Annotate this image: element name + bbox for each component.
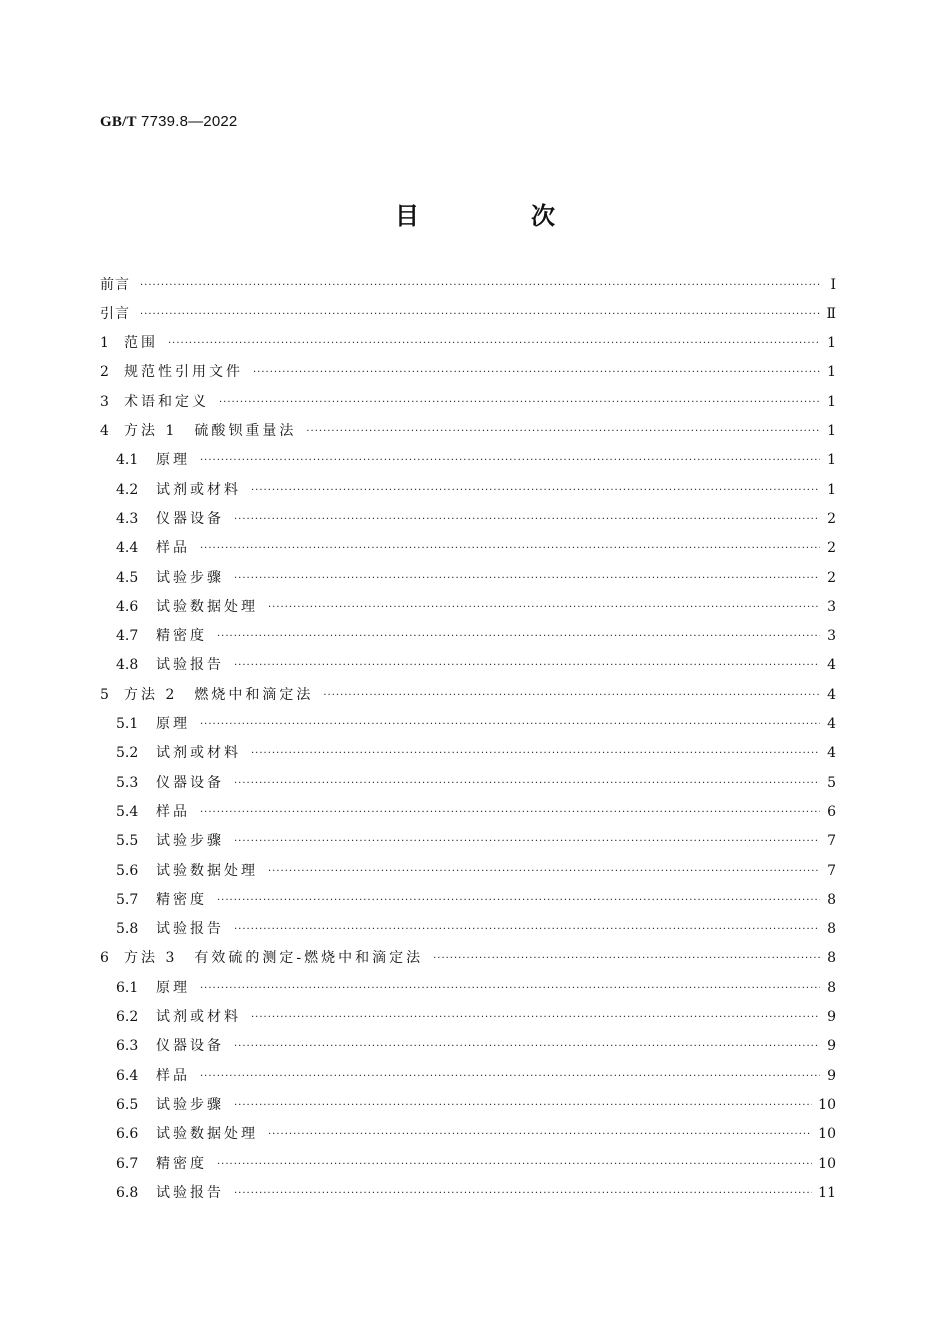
toc-dot-leader (251, 745, 820, 763)
toc-entry-number: 4.2 (116, 481, 139, 498)
toc-entry-number: 6.4 (116, 1067, 139, 1084)
toc-entry-number: 5.2 (116, 745, 139, 762)
toc-entry-title: 试验报告 (156, 1184, 224, 1201)
toc-entry-title: 原理 (156, 716, 190, 732)
toc-entry-number: 4.3 (116, 510, 139, 527)
toc-entry-number: 5.4 (116, 803, 139, 820)
toc-entry-page: Ⅰ (830, 276, 836, 293)
toc-entry-page: 11 (818, 1184, 836, 1201)
toc-entry-title: 仪器设备 (156, 1038, 224, 1055)
toc-entry-page: 9 (827, 1009, 836, 1025)
toc-dot-leader (140, 306, 820, 324)
toc-entry[interactable] (100, 680, 836, 709)
toc-entry-page: 2 (827, 569, 836, 586)
toc-entry-title: 试验数据处理 (156, 1126, 258, 1143)
toc-dot-leader (234, 657, 820, 675)
toc-entry[interactable] (116, 592, 836, 621)
toc-entry-title: 术语和定义 (124, 393, 209, 410)
toc-entry-title: 仪器设备 (156, 510, 224, 527)
toc-entry-number: 6.7 (116, 1155, 139, 1172)
standard-code (100, 113, 237, 131)
toc-entry-title: 原理 (156, 452, 190, 469)
toc-entry[interactable] (116, 856, 836, 885)
toc-dot-leader (251, 1009, 820, 1027)
toc-dot-leader (268, 1126, 812, 1144)
toc-dot-leader (200, 804, 820, 822)
toc-dot-leader (217, 892, 820, 910)
toc-entry-number: 5.6 (116, 862, 139, 879)
toc-entry[interactable] (116, 446, 836, 475)
toc-entry-number: 5 (100, 686, 109, 703)
toc-dot-leader (306, 423, 820, 441)
toc-entry-page: 1 (827, 364, 836, 381)
toc-entry-page: 5 (827, 774, 836, 791)
toc-dot-leader (234, 511, 820, 529)
toc-entry-title: 试验报告 (156, 921, 224, 938)
toc-entry[interactable] (100, 417, 836, 446)
toc-entry-number: 6.6 (116, 1126, 139, 1143)
toc-entry-title: 引言 (100, 305, 130, 322)
toc-entry[interactable] (116, 622, 836, 651)
toc-entry[interactable] (116, 915, 836, 944)
toc-entry[interactable] (116, 1061, 836, 1090)
toc-entry-number: 5.1 (116, 716, 139, 732)
toc-entry-title: 试剂或材料 (156, 745, 241, 762)
toc-dot-leader (251, 482, 820, 500)
toc-entry[interactable] (116, 475, 836, 504)
toc-dot-leader (234, 1038, 820, 1056)
toc-entry-page: 10 (818, 1096, 836, 1113)
toc-dot-leader (168, 335, 820, 353)
toc-dot-leader (234, 570, 820, 588)
toc-dot-leader (200, 452, 820, 470)
toc-entry-number: 6.3 (116, 1038, 139, 1055)
toc-entry-page: 4 (827, 745, 836, 762)
toc-entry-page: 2 (827, 510, 836, 527)
toc-dot-leader (200, 716, 820, 734)
toc-entry[interactable] (116, 1178, 836, 1207)
toc-dot-leader (253, 364, 820, 382)
toc-entry[interactable] (116, 973, 836, 1002)
toc-entry[interactable] (116, 651, 836, 680)
toc-entry-number: 4.1 (116, 452, 139, 469)
toc-entry[interactable] (116, 1032, 836, 1061)
toc-entry[interactable] (116, 504, 836, 533)
toc-dot-leader (140, 277, 820, 295)
toc-entry-page: 3 (827, 628, 836, 645)
toc-entry-number: 6 (100, 950, 109, 967)
toc-entry[interactable] (116, 768, 836, 797)
toc-entry[interactable] (116, 1090, 836, 1119)
toc-entry-title: 方法 3 有效硫的测定-燃烧中和滴定法 (124, 950, 424, 967)
toc-dot-leader (268, 863, 820, 881)
standard-prefix: GB/T (100, 114, 137, 130)
toc-entry[interactable] (116, 885, 836, 914)
toc-entry-page: Ⅱ (826, 305, 836, 322)
toc-entry[interactable] (100, 358, 836, 387)
toc-entry-number: 6.1 (116, 979, 139, 996)
toc-entry-number: 5.3 (116, 774, 139, 791)
toc-dot-leader (234, 833, 820, 851)
standard-number: 7739.8—2022 (141, 113, 238, 130)
toc-entry-number: 2 (100, 364, 109, 381)
toc-entry-page: 4 (827, 716, 836, 732)
toc-entry-title: 试验步骤 (156, 1096, 224, 1113)
toc-entry-title: 原理 (156, 979, 190, 996)
toc-dot-leader (200, 540, 820, 558)
toc-entry-title: 规范性引用文件 (124, 364, 243, 381)
toc-entry-title: 样品 (156, 803, 190, 820)
toc-dot-leader (234, 921, 820, 939)
toc-entry-number: 5.5 (116, 833, 139, 850)
toc-entry-page: 9 (827, 1038, 836, 1055)
toc-entry-title: 前言 (100, 276, 130, 293)
toc-dot-leader (234, 1097, 812, 1115)
toc-entry-page: 3 (827, 598, 836, 615)
toc-entry-page: 8 (827, 950, 836, 967)
toc-entry[interactable] (116, 797, 836, 826)
toc-dot-leader (217, 628, 820, 646)
toc-entry-page: 4 (827, 657, 836, 674)
toc-entry[interactable] (100, 329, 836, 358)
toc-entry-page: 10 (818, 1126, 836, 1143)
toc-entry-page: 7 (827, 833, 836, 850)
toc-entry[interactable] (100, 270, 836, 299)
toc-entry-number: 6.5 (116, 1096, 139, 1113)
toc-entry-page: 8 (827, 891, 836, 908)
toc-entry-page: 7 (827, 862, 836, 879)
toc-entry[interactable] (100, 299, 836, 328)
toc-entry-title: 试剂或材料 (156, 481, 241, 498)
toc-entry-page: 6 (827, 803, 836, 820)
toc-entry-title: 仪器设备 (156, 774, 224, 791)
toc-entry[interactable] (116, 1003, 836, 1032)
toc-entry-title: 试验数据处理 (156, 862, 258, 879)
toc-entry-number: 6.2 (116, 1009, 139, 1025)
toc-entry[interactable] (116, 827, 836, 856)
toc-entry-page: 4 (827, 686, 836, 703)
toc-entry-title: 样品 (156, 540, 190, 557)
toc-entry-title: 范围 (124, 335, 158, 352)
toc-entry-title: 试验报告 (156, 657, 224, 674)
toc-entry-page: 9 (827, 1067, 836, 1084)
toc-entry-number: 4.7 (116, 628, 139, 645)
toc-entry-title: 精密度 (156, 891, 207, 908)
toc-entry-title: 精密度 (156, 628, 207, 645)
toc-dot-leader (219, 394, 820, 412)
toc-dot-leader (268, 599, 820, 617)
toc-entry-number: 4.8 (116, 657, 139, 674)
toc-entry[interactable] (116, 1120, 836, 1149)
toc-entry-number: 6.8 (116, 1184, 139, 1201)
toc-dot-leader (234, 1185, 812, 1203)
toc-entry-page: 8 (827, 921, 836, 938)
toc-entry[interactable] (116, 739, 836, 768)
toc-entry-title: 试验数据处理 (156, 598, 258, 615)
toc-entry[interactable] (116, 563, 836, 592)
toc-dot-leader (433, 950, 820, 968)
toc-entry[interactable] (116, 534, 836, 563)
page-title: 目 次 (395, 202, 599, 230)
toc-entry[interactable] (100, 387, 836, 416)
toc-entry-page: 8 (827, 979, 836, 996)
toc-entry[interactable] (116, 1149, 836, 1178)
toc-entry-title: 样品 (156, 1067, 190, 1084)
toc-entry-page: 2 (827, 540, 836, 557)
toc-entry-title: 试验步骤 (156, 833, 224, 850)
toc-entry-title: 方法 2 燃烧中和滴定法 (124, 686, 314, 703)
toc-dot-leader (200, 1068, 820, 1086)
toc-entry-title: 精密度 (156, 1155, 207, 1172)
toc-entry-number: 4.5 (116, 569, 139, 586)
toc-entry-page: 1 (827, 452, 836, 469)
toc-dot-leader (200, 980, 820, 998)
toc-entry-number: 4 (100, 423, 109, 439)
toc-entry-page: 1 (827, 393, 836, 410)
toc-entry[interactable] (100, 944, 836, 973)
toc-entry-page: 10 (818, 1155, 836, 1172)
toc-dot-leader (234, 775, 820, 793)
toc-entry-page: 1 (827, 423, 836, 439)
toc-entry-number: 4.6 (116, 598, 139, 615)
toc-entry-number: 5.8 (116, 921, 139, 938)
toc-entry-number: 4.4 (116, 540, 139, 557)
toc-entry-title: 试剂或材料 (156, 1009, 241, 1025)
toc-dot-leader (323, 687, 820, 705)
toc-entry-number: 1 (100, 335, 109, 352)
toc-entry-page: 1 (827, 335, 836, 352)
toc-entry-page: 1 (827, 481, 836, 498)
toc-entry[interactable] (116, 710, 836, 739)
toc-entry-number: 3 (100, 393, 109, 410)
toc-entry-title: 试验步骤 (156, 569, 224, 586)
toc-entry-title: 方法 1 硫酸钡重量法 (124, 423, 297, 439)
toc-entry-number: 5.7 (116, 891, 139, 908)
toc-dot-leader (217, 1156, 812, 1174)
